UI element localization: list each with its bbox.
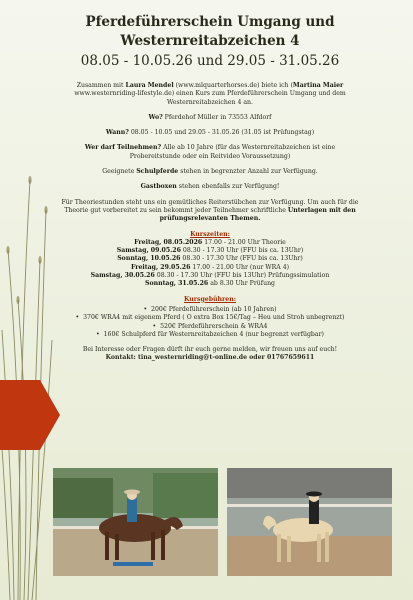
cost-text: 200€ Pferdeführerschein (ab 10 Jahren) (151, 305, 277, 313)
theorie-text: Für Theoriestunden steht uns ein gemütliches Reiterstübchen zur Verfügung. Um auch für die Theorie gut vorbereitet zu sein bekommt jeder Teilnehmer schriftliche (61, 198, 359, 214)
cost-text: 520€ Pferdeführerschein & WRA4 (160, 322, 268, 330)
schulpferde-text-after: stehen in begrenzter Anzahl zur Verfügung. (178, 168, 318, 176)
flyer-content (60, 14, 360, 370)
laura-name: Laura Mendel (125, 82, 174, 89)
wann-text: 08.05 - 10.05 und 29.05 - 31.05.26 (31.05 ist Prüfungstag) (128, 129, 315, 137)
kurszeit-day: Samstag, 30.05.26 (90, 272, 155, 280)
wo-text: Pferdehof Müller in 73553 Alfdorf (162, 113, 272, 121)
wer-paragraph (60, 144, 360, 161)
wer-label: Wer darf Teilnehmen? (84, 144, 162, 152)
dates-headline: 08.05 - 10.05.26 und 29.05 - 31.05.26 (80, 53, 340, 69)
photo-rider-arena (227, 468, 392, 576)
kurszeiten-list (60, 239, 360, 289)
title-line-1: Pferdeführerschein Umgang und (85, 14, 335, 30)
cost-item: • 370€ WRA4 mit eigenem Pferd ( O extra Box 15€/Tag – Heu und Stroh unbegrenzt) (75, 314, 345, 322)
kurszeit-row (60, 272, 360, 280)
kurszeit-row (60, 255, 360, 263)
cost-text: 370€ WRA4 mit eigenem Pferd ( O extra Box 15€/Tag – Heu und Stroh unbegrenzt) (83, 314, 345, 322)
kursgebuehren-heading: Kursgebühren: (183, 295, 237, 303)
martina-name: Martina Maier (292, 82, 344, 89)
gastboxen-bold: Gastboxen (140, 183, 177, 191)
wann-paragraph (60, 129, 360, 137)
kurszeiten-heading: Kurszeiten: (190, 230, 230, 238)
cost-item: • 520€ Pferdeführerschein & WRA4 (152, 322, 268, 330)
closing-text: Bei Interesse oder Fragen dürft ihr euch gerne melden, wir freuen uns auf euch! (82, 346, 338, 354)
theorie-bold: Unterlagen mit den prüfungsrelevanten Themen. (159, 206, 356, 223)
kurszeit-row (60, 264, 360, 272)
wo-label: Wo? (148, 113, 163, 121)
kurszeit-detail: 08.30 - 17.30 Uhr (FFU bis ca. 13Uhr) (180, 255, 303, 263)
wer-text: Alle ab 10 Jahre (für das Westernreitabzeichen ist eine Probereitstunde oder ein Reitvideo Voraussetzung) (129, 144, 336, 160)
grass-decoration (0, 0, 60, 600)
wann-label: Wann? (105, 129, 129, 137)
kurszeit-detail: ab 8.30 Uhr Prüfung (208, 280, 276, 288)
cost-item: • 200€ Pferdeführerschein (ab 10 Jahren) (143, 305, 277, 313)
kurszeit-day: Sonntag, 31.05.26 (144, 280, 209, 288)
title-line-2: Westernreitabzeichen 4 (120, 33, 300, 49)
kurszeit-day: Samstag, 09.05.26 (116, 247, 181, 255)
intro-text-2: (www.mlquarterhorses.de) biete ich ( (173, 82, 293, 89)
kontakt-text: Kontakt: tina_westernriding@t-online.de oder 01767659611 (105, 354, 315, 362)
kurszeit-day: Freitag, 29.05.26 (130, 263, 191, 271)
kurszeit-detail: 08.30 - 17.30 Uhr (FFU bis ca. 13Uhr) (180, 247, 304, 255)
kurszeit-row (60, 247, 360, 255)
intro-text-1: Zusammen mit (76, 82, 126, 89)
kursgebuehren-list (60, 306, 360, 339)
arrow-decoration (0, 380, 60, 450)
kurszeit-detail: 17.00 - 21.00 Uhr (nur WRA 4) (190, 263, 290, 271)
cost-text: 160€ Schulpferd für Westernreitabzeichen 4 (nur begrenzt verfügbar) (103, 330, 324, 338)
kurszeit-row (60, 280, 360, 288)
kurszeit-row (60, 239, 360, 247)
kurszeit-detail: 17.00 - 21.00 Uhr Theorie (202, 238, 286, 246)
schulpferde-bold: Schulpferde (136, 168, 179, 176)
wo-paragraph (60, 114, 360, 122)
kontakt-line (60, 354, 360, 362)
gastboxen-text: stehen ebenfalls zur Verfügung! (176, 183, 280, 191)
schulpferde-text-before: Geeignete (102, 168, 137, 176)
kurszeit-day: Freitag, 08.05.2026 (134, 238, 203, 246)
photo-rider-cones (53, 468, 218, 576)
gastboxen-paragraph (60, 183, 360, 191)
kurszeit-detail: 08.30 - 17.30 Uhr (FFU bis 13Uhr) Prüfungssimulation (154, 272, 330, 280)
intro-paragraph (60, 82, 360, 107)
cost-item: • 160€ Schulpferd für Westernreitabzeichen 4 (nur begrenzt verfügbar) (96, 330, 324, 338)
kurszeit-day: Sonntag, 10.05.26 (117, 255, 181, 263)
schulpferde-paragraph (60, 168, 360, 176)
theorie-paragraph (60, 199, 360, 224)
intro-text-3: www.westernriding-lifestyle.de) einen Kurs zum Pferdeführerschein Umgang und dem Westernreitabzeichen 4 an. (74, 90, 346, 106)
